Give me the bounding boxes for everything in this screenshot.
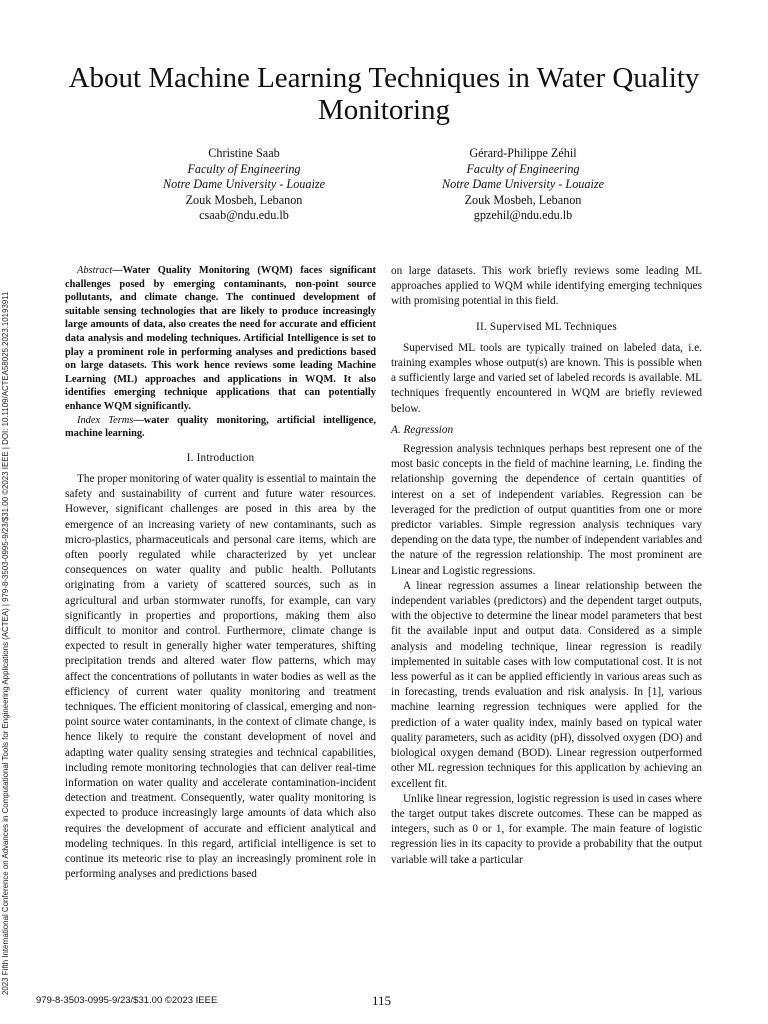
section-heading-introduction: I. Introduction (186, 451, 255, 464)
abstract (65, 264, 376, 414)
intro-continuation: on large datasets. This work briefly reviews some leading ML approaches applied to WQM while identifying emerging techniques with promising potential in this field. (391, 265, 702, 308)
index-terms-label: Index Terms (77, 414, 134, 426)
doi-side-stamp: 2023 Fifth International Conference on Advances in Computational Tools for Engineering Applications (ACTEA) | 979-8-3503-0995-9/23/$31.00 ©2023 IEEE | DOI: 10.1109/ACTEA58025.2023.10193911 (1, 291, 10, 995)
regression-paragraph-1: Regression analysis techniques perhaps best represent one of the most basic concepts in the field of machine learning, i.e. finding the relationship governing the dependence of certain quantities of interest on a set of independent variables. Regression can be leveraged for the prediction of output quantities from one or more predictor variables. Simple regression analysis techniques vary depending on the data type, the number of independent variables and the nature of the regression relationship. The most prominent are Linear and Logistic regressions. (391, 443, 702, 577)
supervised-paragraph: Supervised ML tools are typically trained on labeled data, i.e. training examples whose output(s) are known. This is possible when a sufficiently large and varied set of labeled records is available. ML techniques frequently encountered in WQM are briefly reviewed below. (391, 341, 702, 415)
regression-paragraph-3: Unlike linear regression, logistic regression is used in cases where the target output takes discrete outcomes. These can be mapped as integers, such as 0 or 1, for example. The main feature of logistic regression lies in its capacity to provide a probability that the output variable will take a particular (391, 792, 702, 866)
footer-copyright: 979-8-3503-0995-9/23/$31.00 ©2023 IEEE (36, 995, 218, 1006)
intro-paragraph: The proper monitoring of water quality is essential to maintain the safety and sustainability of current and future water resources. However, significant challenges are posed in this area by the emergence of an increasing variety of new contaminants, such as micro-plastics, pharmaceuticals and personal care items, which are often poorly regulated while characterized by yet unclear consequences on water quality and public health. Pollutants originating from a variety of scattered sources, such as in agricultural and urban stormwater runoffs, for example, can vary significantly in properties and proportions, making them also difficult to monitor and control. Furthermore, climate change is expected to result in generally higher water temperatures, shifting precipitation trends and altered water flow patterns, which may affect the concentrations of pollutants in water bodies as well as the efficiency of current water quality monitoring and treatment techniques. The efficient monitoring of classical, emerging and non-point source water contaminants, in the context of climate change, is hence likely to require the constant development of novel and adapting water quality sensing strategies and technical capabilities, including remote monitoring technologies that can deliver real-time information on water quality and accelerate contamination-incident detection and treatment. Consequently, water quality monitoring is expected to produce increasingly large amounts of data which also requires the development of accurate and efficient analytical and modeling techniques. In this regard, artificial intelligence is set to continue its meteoric rise to play an increasingly prominent role in performing analyses and predictions based (65, 472, 376, 881)
left-column (65, 264, 376, 882)
page-number: 115 (372, 993, 392, 1008)
author-name: Christine Saab (208, 146, 280, 160)
author-block-2 (413, 146, 633, 224)
author-faculty: Faculty of Engineering (187, 161, 301, 176)
paper-title: About Machine Learning Techniques in Water Quality Monitoring (68, 62, 700, 126)
regression-paragraph-2: A linear regression assumes a linear relationship between the independent variables (predictors) and the dependent target outputs, with the objective to determine the linear model parameters that best fit the available input and output data. Considered as a simple analysis and modeling technique, linear regression is readily implemented in suitable cases with low computational cost. It is not less powerful as it can be applied efficiently in various areas such as in forecasting, trends evaluation and risk analysis. In [1], various machine learning regression techniques were applied for the prediction of a water quality index, mainly based on typical water quality parameters, such as acidity (pH), dissolved oxygen (DO) and biological oxygen demand (BOD). Linear regression outperformed other ML regression techniques for this application by achieving an excellent fit. (391, 579, 702, 790)
author-university: Notre Dame University - Louaize (162, 177, 326, 191)
author-name: Gérard-Philippe Zéhil (469, 146, 577, 160)
author-location: Zouk Mosbeh, Lebanon (464, 192, 582, 207)
section-heading-supervised: II. Supervised ML Techniques (476, 320, 617, 333)
subsection-heading-regression: A. Regression (391, 423, 454, 436)
index-terms-text: —water quality monitoring, artificial intelligence, machine learning. (65, 414, 377, 440)
author-email[interactable]: csaab@ndu.edu.lb (199, 208, 289, 222)
author-university: Notre Dame University - Louaize (441, 177, 605, 191)
right-column (391, 264, 702, 868)
index-terms (65, 414, 376, 441)
author-location: Zouk Mosbeh, Lebanon (185, 192, 303, 207)
abstract-text: —Water Quality Monitoring (WQM) faces significant challenges posed by emerging contaminants, non-point source pollutants, and climate change. The continued development of suitable sensing technologies that are likely to produce increasingly large amounts of data, also creates the need for accurate and efficient data analysis and modeling techniques. Artificial Intelligence is set to play a prominent role in performing analyses and predictions based on large datasets. This work hence reviews some leading Machine Learning (ML) approaches and applications in WQM. It also identifies emerging technique applications that can potentially enhance WQM significantly. (65, 265, 376, 412)
author-faculty: Faculty of Engineering (466, 161, 580, 176)
author-block-1 (134, 146, 354, 224)
abstract-label: Abstract (77, 265, 113, 276)
author-email[interactable]: gpzehil@ndu.edu.lb (473, 208, 573, 222)
